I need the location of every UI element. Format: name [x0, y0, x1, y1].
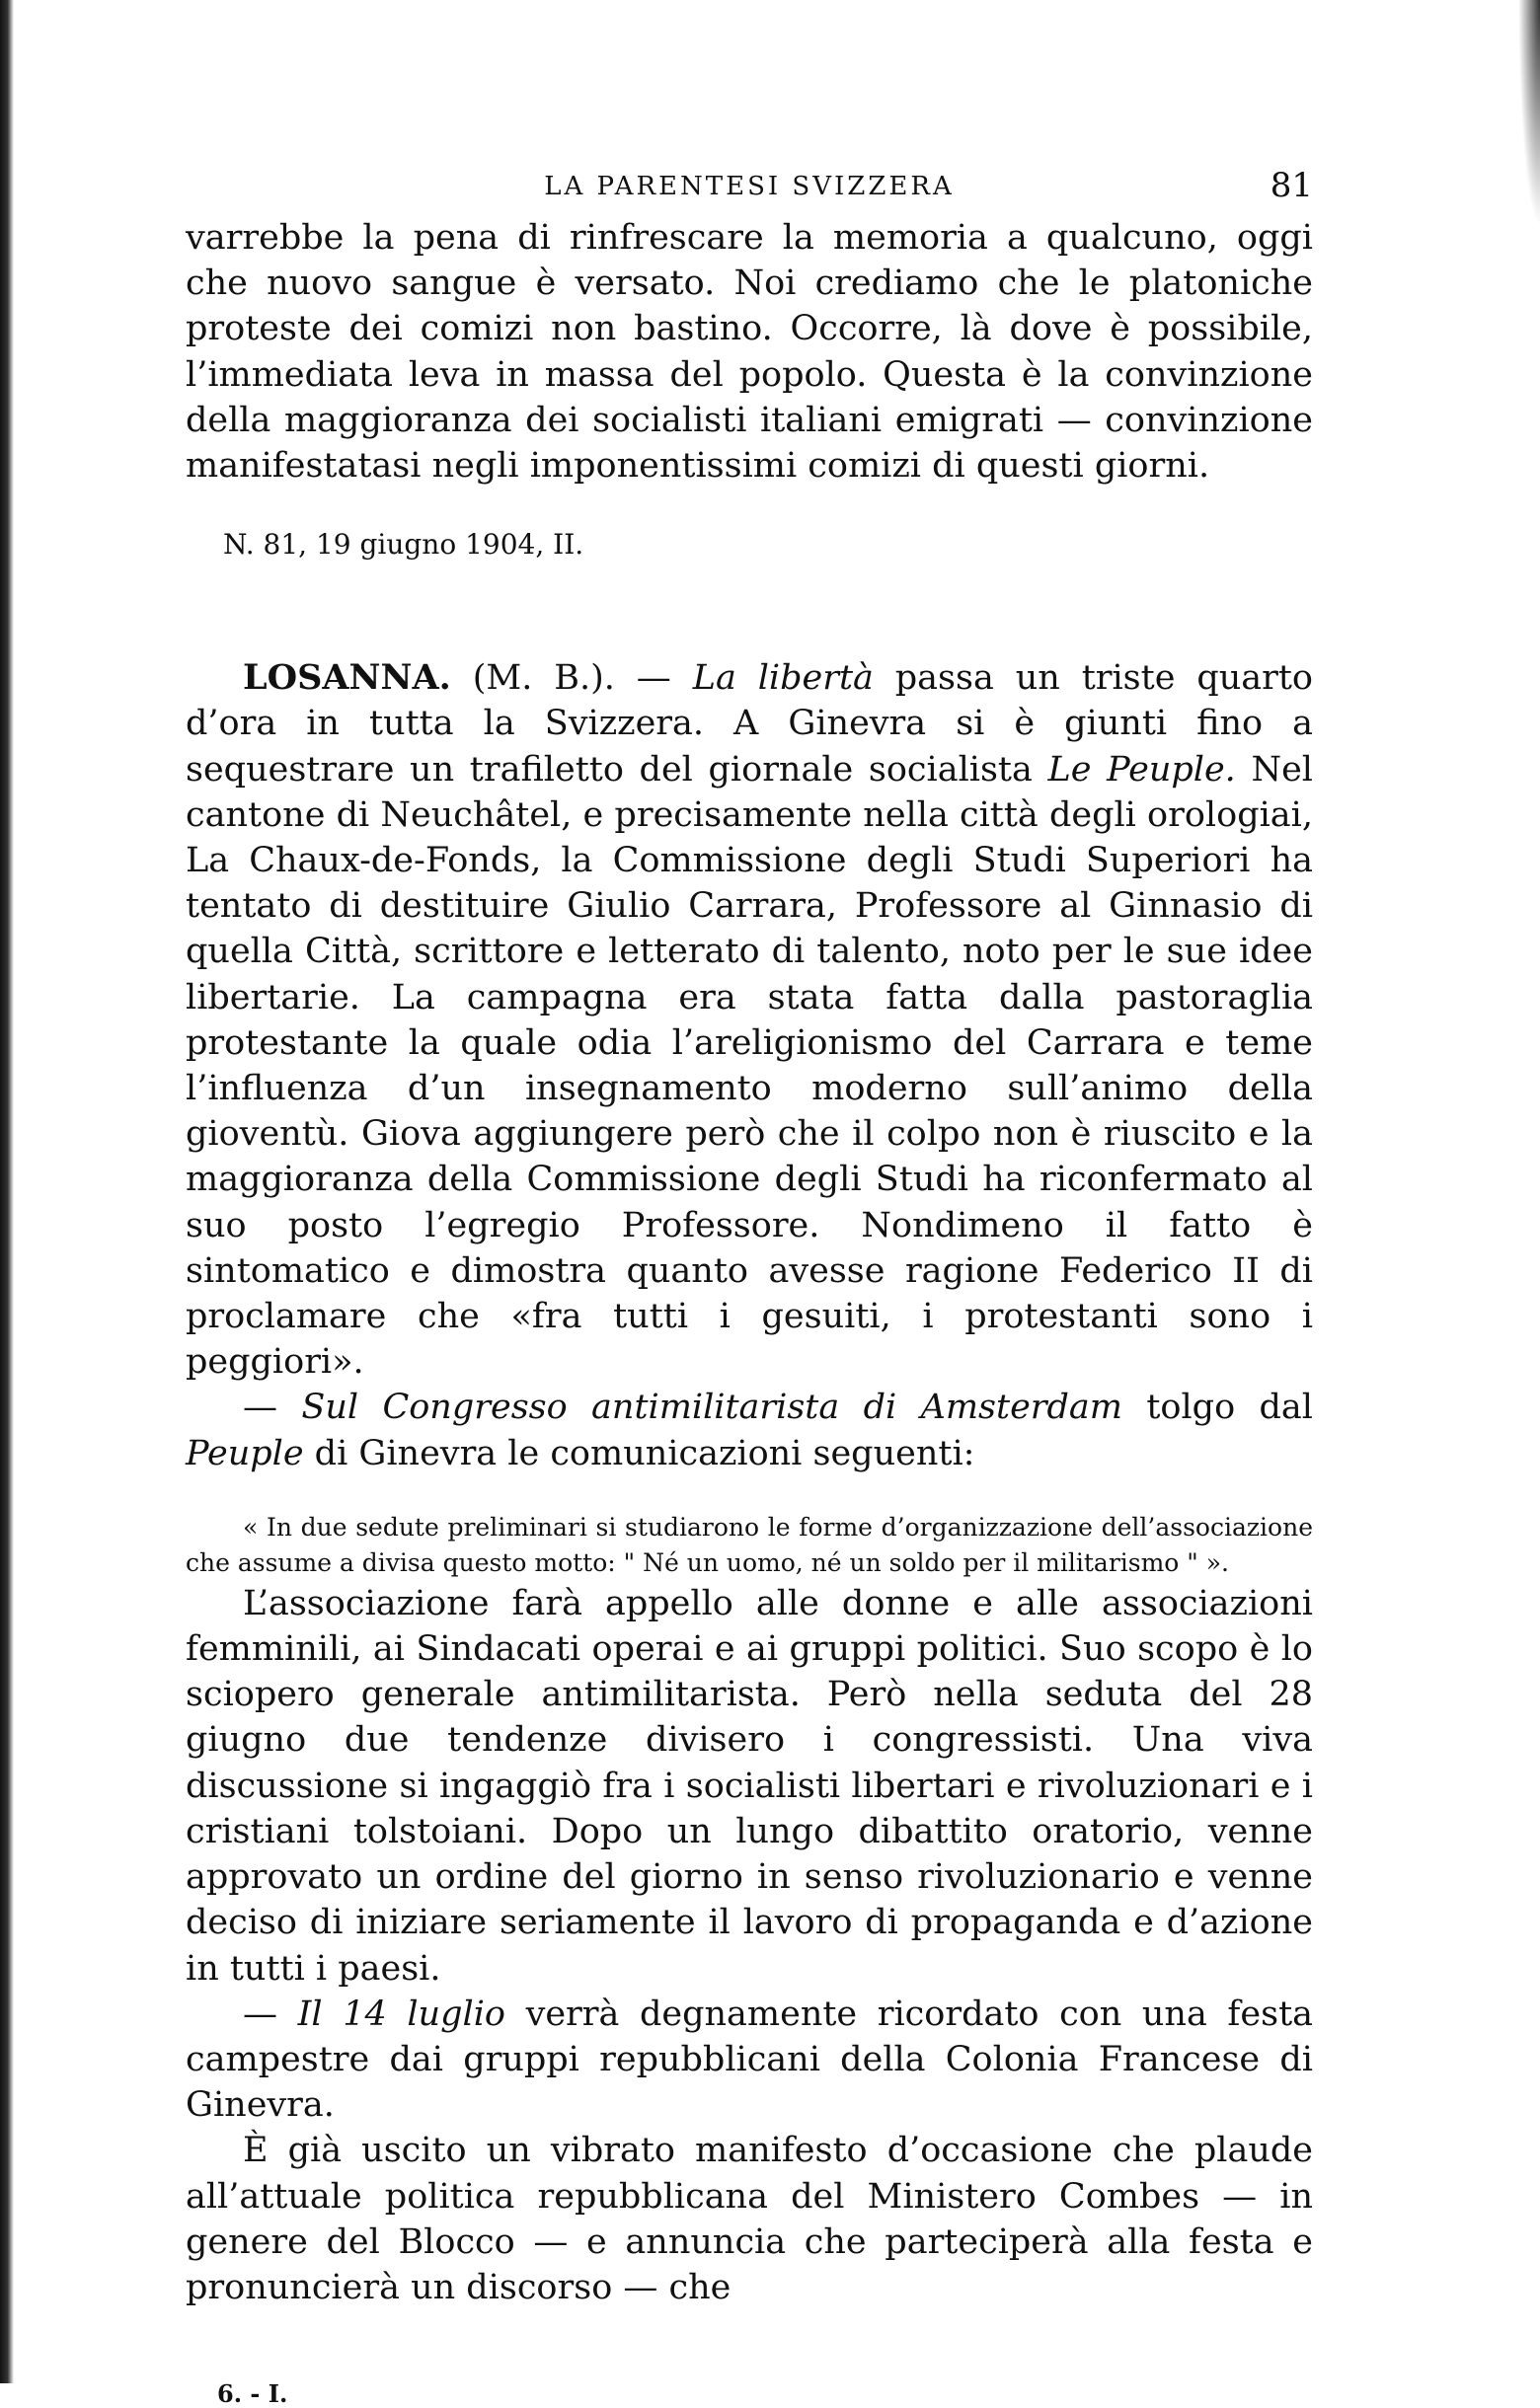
book-page	[186, 138, 1313, 2408]
running-title: LA PARENTESI SVIZZERA	[544, 172, 955, 201]
article1-text: varrebbe la pena di rinfrescare la memoria a qualcuno, oggi che nuovo sangue è versato. Noi crediamo che le platoniche proteste dei comizi non bastino. Occorre, là dove è possibile, l’immediata leva in massa del popolo. Questa è la convinzione della maggioranza dei socialisti italiani emigrati — convinzione manifestatasi negli imponentissimi comizi di questi giorni.	[186, 218, 1313, 487]
article1-dateline: N. 81, 19 giugno 1904, II.	[223, 528, 584, 562]
article2-paragraph-1: LOSANNA. (M. B.). — La libertà passa un triste quarto d’ora in tutta la Svizzera. A Ginevra si è giunti fino a sequestrare un trafiletto del giornale socialista Le Peuple. Nel cantone di Neuchâtel, e precisamente nella città degli orologiai, La Chaux-de-Fonds, la Commissione degli Studi Superiori ha tentato di destituire Giulio Carrara, Professore al Ginnasio di quella Città, scrittore e letterato di talento, noto per le sue idee libertarie. La campagna era stata fatta dalla pastoraglia protestante la quale odia l’areligionismo del Carrara e teme l’influenza d’un insegnamento moderno sull’animo della gioventù. Giova aggiungere però che il colpo non è riuscito e la maggioranza della Commissione degli Studi ha riconfermato al suo posto l’egregio Professore. Nondimeno il fatto è sintomatico e dimostra quanto avesse ragione Federico II di proclamare che «fra tutti i gesuiti, i protestanti sono i peggiori».	[186, 657, 1313, 1383]
article2-paragraph-4: — Il 14 luglio verrà degnamente ricordato con una festa campestre dai gruppi repubblicani della Colonia Francese di Ginevra.	[186, 1994, 1313, 2126]
article2-paragraph-5: È già uscito un vibrato manifesto d’occasione che plaude all’attuale politica repubblicana del Ministero Combes — in genere del Blocco — e annuncia che parteciperà alla festa e pronuncierà un discorso — che	[186, 2131, 1313, 2307]
article2-quote: « In due sedute preliminari si studiarono le forme d’organizzazione dell’associazione che assume a divisa questo motto: " Né un uomo, né un soldo per il militarismo " ».	[186, 1512, 1313, 1577]
printer-signature: 6. - I.	[217, 2379, 288, 2408]
article2	[186, 655, 1313, 2310]
scan-edge-shadow	[0, 0, 14, 2383]
article2-place: LOSANNA.	[243, 657, 451, 699]
scan-corner-shadow	[1518, 0, 1540, 227]
article2-paragraph-2: — Sul Congresso antimilitarista di Amsterdam tolgo dal Peuple di Ginevra le comunicazioni seguenti:	[186, 1388, 1313, 1473]
running-head	[186, 138, 1313, 207]
article2-author: (M. B.).	[472, 658, 615, 699]
article2-paragraph-3: L’associazione farà appello alle donne e alle associazioni femminili, ai Sindacati operai e ai gruppi politici. Suo scopo è lo sciopero generale antimilitarista. Però nella seduta del 28 giugno due tendenze divisero i congressisti. Una viva discussione si ingaggiò fra i socialisti libertari e rivoluzionari e i cristiani tolstoiani. Dopo un lungo dibattito oratorio, venne approvato un ordine del giorno in senso rivoluzionario e venne deciso di iniziare seriamente il lavoro di propaganda e d’azione in tutti i paesi.	[186, 1583, 1313, 1989]
page-number: 81	[1270, 166, 1313, 205]
